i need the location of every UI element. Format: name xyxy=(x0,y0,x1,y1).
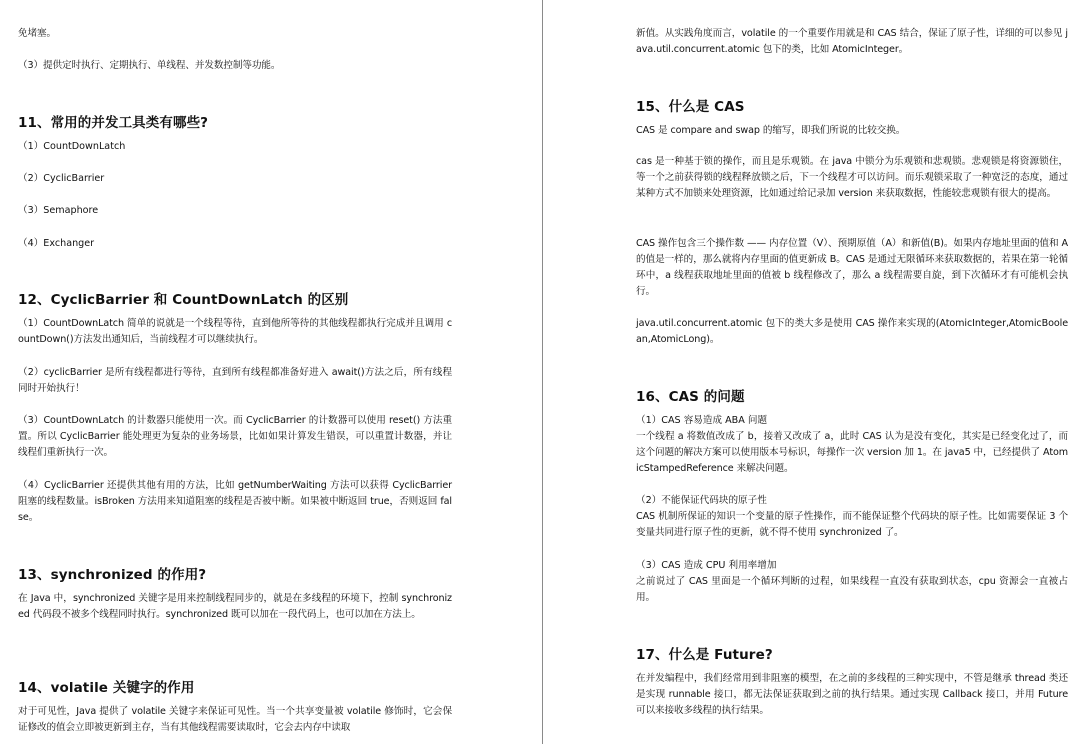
section-14-para-1 xyxy=(18,704,452,736)
section-15-para-4 xyxy=(636,316,1068,348)
subheading: （1）CAS 容易造成 ABA 问题 xyxy=(636,415,768,426)
section-16-subhead-3 xyxy=(636,558,1068,574)
subheading: （3）CAS 造成 CPU 利用率增加 xyxy=(636,560,777,571)
paragraph: 之前说过了 CAS 里面是一个循环判断的过程，如果线程一直没有获取到状态，cpu 资源会一直被占用。 xyxy=(636,576,1068,603)
section-16-subhead-2 xyxy=(636,493,1068,509)
section-15-para-1 xyxy=(636,123,1068,139)
list-item: （1）CountDownLatch xyxy=(18,141,126,152)
section-13-heading xyxy=(18,566,452,584)
subheading: （2）不能保证代码块的原子性 xyxy=(636,495,767,506)
section-14-heading xyxy=(18,679,452,697)
section-16-subhead-1 xyxy=(636,413,1068,429)
section-17-para-1 xyxy=(636,671,1068,719)
section-15-heading xyxy=(636,98,1068,116)
paragraph: （1）CountDownLatch 简单的说就是一个线程等待，直到他所等待的其他线程都执行完成并且调用 countDown()方法发出通知后，当前线程才可以继续执行。 xyxy=(18,318,452,345)
section-16-heading xyxy=(636,388,1068,406)
section-heading: 14、volatile 关键字的作用 xyxy=(18,680,195,696)
paragraph: （3）提供定时执行、定期执行、单线程、并发数控制等功能。 xyxy=(18,60,281,71)
section-17-heading xyxy=(636,646,1068,664)
section-11-item-4 xyxy=(18,236,452,252)
page-divider xyxy=(542,0,543,744)
paragraph: 在并发编程中，我们经常用到非阻塞的模型，在之前的多线程的三种实现中，不管是继承 thread 类还是实现 runnable 接口，都无法保证获取到之前的执行结果。通过实现 Callback 接口，并用 Future 可以来接收多线程的执行结果。 xyxy=(636,673,1068,716)
section-16-para-2 xyxy=(636,509,1068,541)
paragraph: 在 Java 中，synchronized 关键字是用来控制线程同步的，就是在多线程的环境下，控制 synchronized 代码段不被多个线程同时执行。synchronized 既可以加在一段代码上，也可以加在方法上。 xyxy=(18,593,452,620)
list-item: （3）Semaphore xyxy=(18,205,99,216)
section-12-para-4 xyxy=(18,478,452,526)
section-heading: 15、什么是 CAS xyxy=(636,99,745,115)
section-11-item-3 xyxy=(18,203,452,219)
list-item: （2）CyclicBarrier xyxy=(18,173,105,184)
section-12-para-2 xyxy=(18,365,452,397)
section-13-para-1 xyxy=(18,591,452,623)
paragraph: （4）CyclicBarrier 还提供其他有用的方法，比如 getNumberWaiting 方法可以获得 CyclicBarrier 阻塞的线程数量。isBroken 方法用来知道阻塞的线程是否被中断。如果被中断返回 true，否则返回 false。 xyxy=(18,480,452,523)
paragraph: （3）CountDownLatch 的计数器只能使用一次。而 CyclicBarrier 的计数器可以使用 reset() 方法重置。所以 CyclicBarrier 能处理更为复杂的业务场景，比如如果计算发生错误，可以重置计数器，并让线程们重新执行一次。 xyxy=(18,415,452,458)
paragraph: 新值。从实践角度而言，volatile 的一个重要作用就是和 CAS 结合，保证了原子性，详细的可以参见 java.util.concurrent.atomic 包下的类，比如 AtomicInteger。 xyxy=(636,28,1068,55)
section-12-para-1 xyxy=(18,316,452,348)
paragraph: CAS 操作包含三个操作数 —— 内存位置（V）、预期原值（A）和新值(B)。如果内存地址里面的值和 A 的值是一样的，那么就将内存里面的值更新成 B。CAS 是通过无限循环来获取数据的，若果在第一轮循环中，a 线程获取地址里面的值被 b 线程修改了，那么 a 线程需要自旋，到下次循环才有可能机会执行。 xyxy=(636,238,1068,297)
right-top-text xyxy=(636,26,1068,58)
section-15-para-2 xyxy=(636,154,1068,202)
paragraph: java.util.concurrent.atomic 包下的类大多是使用 CAS 操作来实现的(AtomicInteger,AtomicBoolean,AtomicLong)。 xyxy=(636,318,1068,345)
section-heading: 13、synchronized 的作用? xyxy=(18,567,207,583)
section-heading: 16、CAS 的问题 xyxy=(636,389,745,405)
section-16-para-1 xyxy=(636,429,1068,477)
left-top-text-2 xyxy=(18,58,452,74)
section-heading: 12、CyclicBarrier 和 CountDownLatch 的区别 xyxy=(18,292,349,308)
section-heading: 11、常用的并发工具类有哪些? xyxy=(18,115,209,131)
section-16-para-3 xyxy=(636,574,1068,606)
paragraph: 免堵塞。 xyxy=(18,28,56,39)
section-15-para-3 xyxy=(636,236,1068,300)
section-11-item-1 xyxy=(18,139,452,155)
section-heading: 17、什么是 Future? xyxy=(636,647,773,663)
section-12-heading xyxy=(18,291,452,309)
list-item: （4）Exchanger xyxy=(18,238,95,249)
paragraph: CAS 是 compare and swap 的缩写，即我们所说的比较交换。 xyxy=(636,125,906,136)
paragraph: CAS 机制所保证的知识一个变量的原子性操作，而不能保证整个代码块的原子性。比如需要保证 3 个变量共同进行原子性的更新，就不得不使用 synchronized 了。 xyxy=(636,511,1068,538)
left-top-text xyxy=(18,26,452,42)
paragraph: 对于可见性，Java 提供了 volatile 关键字来保证可见性。当一个共享变量被 volatile 修饰时，它会保证修改的值会立即被更新到主存，当有其他线程需要读取时，它会去内存中读取 xyxy=(18,706,452,733)
paragraph: 一个线程 a 将数值改成了 b，接着又改成了 a，此时 CAS 认为是没有变化，其实是已经变化过了，而这个问题的解决方案可以使用版本号标识，每操作一次 version 加 1。在 java5 中，已经提供了 AtomicStampedReference 来解决问题。 xyxy=(636,431,1068,474)
paragraph: （2）cyclicBarrier 是所有线程都进行等待，直到所有线程都准备好进入 await()方法之后，所有线程同时开始执行！ xyxy=(18,367,452,394)
section-12-para-3 xyxy=(18,413,452,461)
paragraph: cas 是一种基于锁的操作，而且是乐观锁。在 java 中锁分为乐观锁和悲观锁。悲观锁是将资源锁住，等一个之前获得锁的线程释放锁之后，下一个线程才可以访问。而乐观锁采取了一种宽泛的态度，通过某种方式不加锁来处理资源，比如通过给记录加 version 来获取数据，性能较悲观锁有很大的提高。 xyxy=(636,156,1068,199)
section-11-item-2 xyxy=(18,171,452,187)
section-11-heading xyxy=(18,114,452,132)
